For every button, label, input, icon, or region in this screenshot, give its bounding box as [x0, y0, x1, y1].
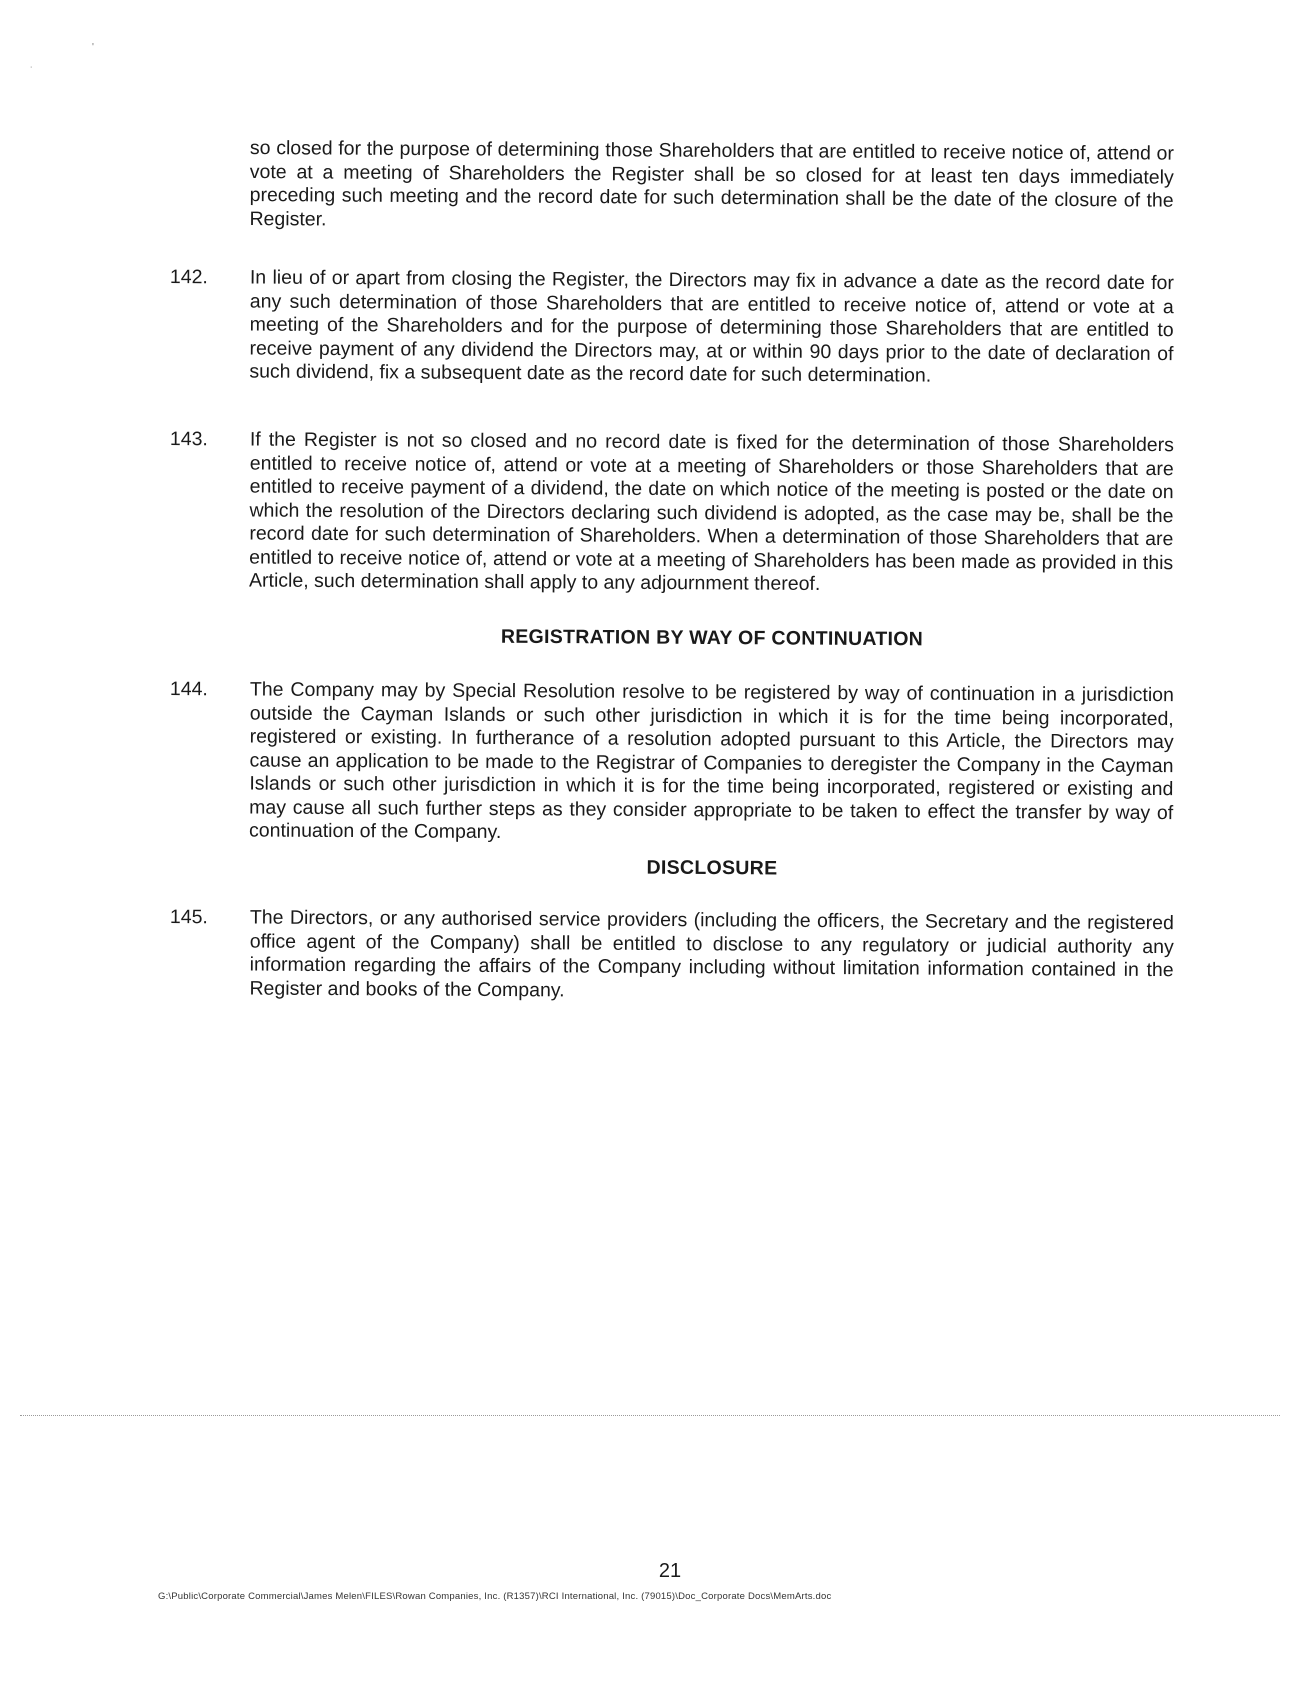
page-number: 21	[658, 1560, 682, 1582]
section-heading-registration: REGISTRATION BY WAY OF CONTINUATION	[500, 625, 924, 651]
article-142	[169, 266, 1174, 390]
article-text: In lieu of or apart from closing the Register, the Directors may fix in advance a date as the record date for any such determination of those Shareholders that are entitled to receive notice of, attend or vote at a meeting of the Shareholders and for the purpose of determining those Shareholders that are entitled to receive payment of any dividend the Directors may, at or within 90 days prior to the date of declaration of such dividend, fix a subsequent date as the record date for such determination.	[249, 266, 1174, 387]
continuation-paragraph: so closed for the purpose of determining those Shareholders that are entitled to receive notice of, attend or vote at a meeting of Shareholders the Register shall be so closed for at least ten days immediately preceding such meeting and the record date for such determination shall be the date of the closure of the Register.	[249, 137, 1174, 230]
section-heading-disclosure: DISCLOSURE	[646, 856, 778, 880]
article-number: 145.	[169, 906, 208, 929]
article-text: The Directors, or any authorised service providers (including the officers, the Secretary and the registered office agent of the Company) shall be entitled to disclose to any regulatory or judicial authority any information regarding the affairs of the Company including without limitation information contained in the Register and books of the Company.	[249, 906, 1174, 1001]
article-144	[169, 678, 1174, 849]
article-number: 143.	[169, 428, 208, 451]
article-143	[169, 428, 1174, 599]
footer-divider	[20, 1415, 1280, 1416]
article-number: 142.	[169, 266, 208, 289]
article-number: 144.	[169, 678, 208, 701]
article-text: If the Register is not so closed and no record date is fixed for the determination of those Shareholders entitled to receive notice of, attend or vote at a meeting of Shareholders or those Shareholders that are entitled to receive payment of a dividend, the date on which notice of the meeting is posted or the date on which the resolution of the Directors declaring such dividend is adopted, as the case may be, shall be the record date for such determination of Shareholders. When a determination of those Shareholders that are entitled to receive notice of, attend or vote at a meeting of Shareholders has been made as provided in this Article, such determination shall apply to any adjournment thereof.	[249, 428, 1174, 595]
scan-speck: ˙	[30, 66, 34, 77]
footer-file-path: G:\Public\Corporate Commercial\James Melen\FILES\Rowan Companies, Inc. (R1357)\RCI International, Inc. (79015)\Doc_Corporate Docs\MemArts.doc	[158, 1591, 832, 1602]
article-text: The Company may by Special Resolution resolve to be registered by way of continuation in a jurisdiction outside the Cayman Islands or such other jurisdiction in which it is for the time being incorporated, registered or existing. In furtherance of a resolution adopted pursuant to this Article, the Directors may cause an application to be made to the Registrar of Companies to deregister the Company in the Cayman Islands or such other jurisdiction in which it is for the time being incorporated, registered or existing and may cause all such further steps as they consider appropriate to be taken to effect the transfer by way of continuation of the Company.	[249, 678, 1174, 844]
scan-speck: '	[92, 42, 94, 53]
article-145	[169, 906, 1174, 1006]
